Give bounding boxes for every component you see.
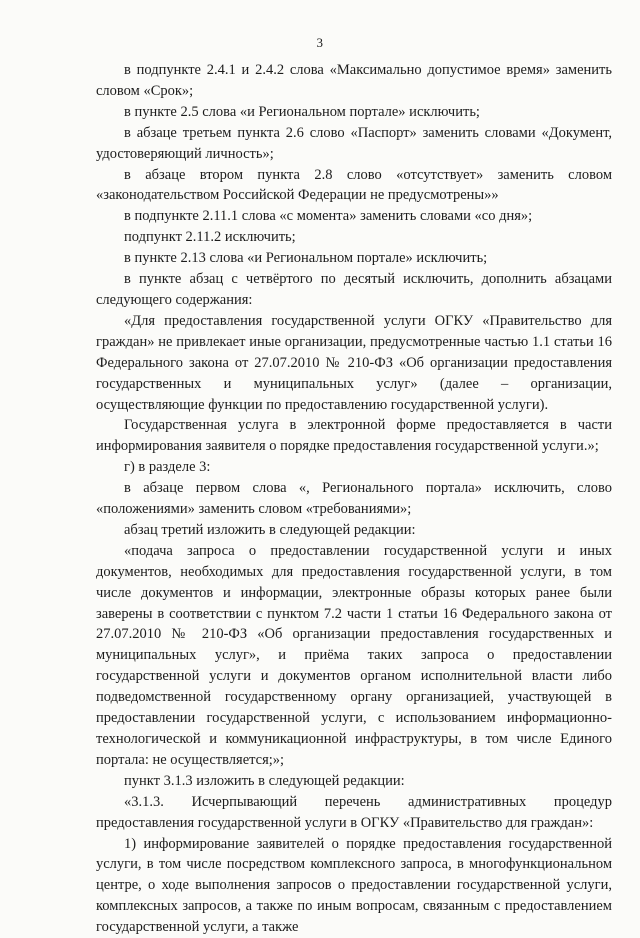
paragraph-3: в абзаце третьем пункта 2.6 слово «Паспорт» заменить словами «Документ, удостоверяющий личность»; xyxy=(96,124,612,162)
paragraph-5: в подпункте 2.11.1 слова «с момента» заменить словами «со дня»; xyxy=(124,208,533,225)
paragraph-16: «3.1.3. Исчерпывающий перечень административных процедур предоставления государственной услуги в ОГКУ «Правительство для граждан»: xyxy=(96,793,612,831)
paragraph-15: пункт 3.1.3 изложить в следующей редакции: xyxy=(124,772,405,789)
paragraph-8: в пункте абзац с четвёртого по десятый исключить, дополнить абзацами следующего содержания: xyxy=(96,271,612,308)
paragraph-17: 1) информирование заявителей о порядке предоставления государственной услуги, в том числе посредством комплексного запроса, в многофункциональном центре, о ходе выполнения запросов о предоставлении государственной услуги, комплексных запросов, а также по иным вопросам, связанным с предоставлением государственной услуги, а также xyxy=(96,835,612,936)
paragraph-2: в пункте 2.5 слова «и Региональном портале» исключить; xyxy=(124,103,480,120)
paragraph-7: в пункте 2.13 слова «и Региональном портале» исключить; xyxy=(124,250,488,267)
paragraph-1: в подпункте 2.4.1 и 2.4.2 слова «Максимально допустимое время» заменить словом «Срок»; xyxy=(96,62,612,99)
paragraph-4: в абзаце втором пункта 2.8 слово «отсутствует» заменить словом «законодательством Российской Федерации не предусмотрены»» xyxy=(96,166,612,204)
paragraph-10: Государственная услуга в электронной форме предоставляется в части информирования заявителя о порядке предоставления государственной услуги.»; xyxy=(96,417,612,455)
paragraph-14: «подача запроса о предоставлении государственной услуги и иных документов, необходимых для предоставления государственной услуги, в том числе документов и информации, электронные образы которых ранее были заверены в соответствии с пунктом 7.2 части 1 статьи 16 Федерального закона от 27.07.2010 № 210-ФЗ «Об организации предоставления государственных и муниципальных услуг», и приёма таких запроса о предоставлении государственной услуги и документов органом исполнительной власти либо подведомственной государственному органу организацией, участвующей в предоставлении государственной услуги, с использованием информационно-технологической и коммуникационной инфраструктуры, в том числе Единого портала: не осуществляется;»; xyxy=(96,542,612,768)
page-number: 3 xyxy=(316,35,324,50)
paragraph-11: г) в разделе 3: xyxy=(124,459,211,476)
document-body xyxy=(96,60,612,938)
paragraph-9: «Для предоставления государственной услуги ОГКУ «Правительство для граждан» не привлекает иные организации, предусмотренные частью 1.1 статьи 16 Федерального закона от 27.07.2010 № 210-ФЗ «Об организации предоставления государственных и муниципальных услуг» (далее – организации, осуществляющие функции по предоставлению государственной услуги). xyxy=(96,312,612,413)
paragraph-6: подпункт 2.11.2 исключить; xyxy=(124,229,296,246)
paragraph-13: абзац третий изложить в следующей редакции: xyxy=(124,521,416,538)
paragraph-12: в абзаце первом слова «, Регионального портала» исключить, слово «положениями» заменить словом «требованиями»; xyxy=(96,480,612,518)
